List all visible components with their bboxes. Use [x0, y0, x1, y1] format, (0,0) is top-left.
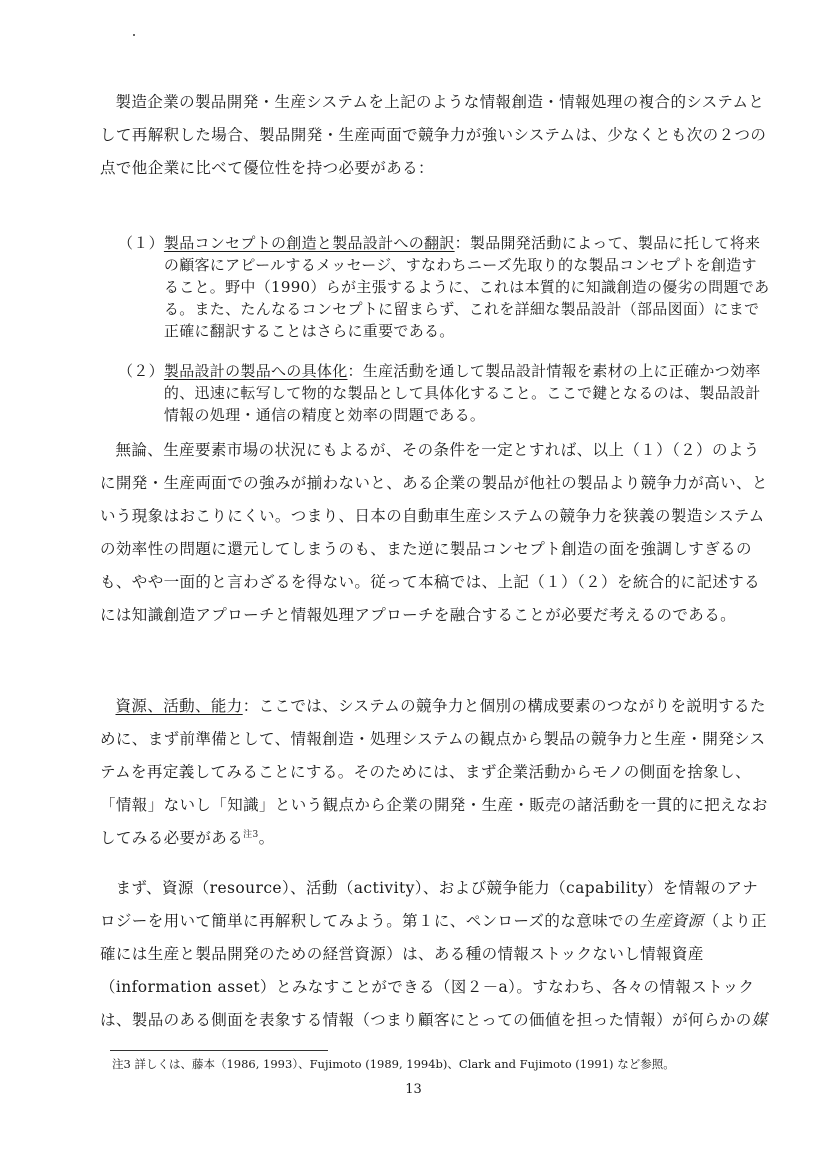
footnote-ref: 注3	[243, 829, 259, 840]
list-item-1	[118, 232, 770, 342]
footnote-rule	[110, 1050, 328, 1051]
scan-speck	[133, 34, 135, 36]
list-number: （１）	[118, 234, 164, 252]
numbered-list	[118, 232, 770, 426]
emphasis: 媒	[751, 1011, 768, 1029]
list-text: ：生産活動を通して製品設計情報を素材の上に正確かつ効率的、迅速に転写して物的な製品として具体化すること。ここで鍵となるのは、製品設計情報の処理・通信の精度と効率の問題である。	[163, 362, 761, 424]
footnote: 注3 詳しくは、藤本（1986, 1993）、Fujimoto (1989, 1994b)、Clark and Fujimoto (1991) など参照。	[112, 1057, 675, 1071]
section-heading: 資源、活動、能力	[115, 697, 243, 715]
list-item-2	[118, 360, 770, 426]
list-heading: 製品コンセプトの創造と製品設計への翻訳	[163, 234, 455, 252]
list-text: ：製品開発活動によって、製品に托して将来の顧客にアピールするメッセージ、すなわちニーズ先取り的な製品コンセプトを創造すること。野中（1990）らが主張するように、これは本質的に知識創造の優劣の問題である。また、たんなるコンセプトに留まらず、これを詳細な製品設計（部品図面）にまで正確に翻訳することはさらに重要である。	[163, 234, 770, 340]
paragraph-2: 無論、生産要素市場の状況にもよるが、その条件を一定とすれば、以上（１）（２）のように開発・生産両面での強みが揃わないと、ある企業の製品が他社の製品より競争力が高い、という現象はおこりにくい。つまり、日本の自動車生産システムの競争力を狭義の製造システムの効率性の問題に還元してしまうのも、また逆に製品コンセプト創造の面を強調しすぎるのも、やや一面的と言わざるを得ない。従って本稿では、上記（１）（２）を統合的に記述するには知識創造アプローチと情報処理アプローチを融合することが必要だ考えるのである。	[100, 441, 768, 624]
paragraph-1: 製造企業の製品開発・生産システムを上記のような情報創造・情報処理の複合的システムとして再解釈した場合、製品開発・生産両面で競争力が強いシステムは、少なくとも次の２つの点で他企業に比べて優位性を持つ必要がある：	[100, 93, 767, 177]
emphasis: 生産資源	[639, 912, 704, 930]
paragraph-4: まず、資源（resource）、活動（activity）、および競争能力（capability）を情報のアナロジーを用いて簡単に再解釈してみよう。第１に、ペンローズ的な意味での生産資源（より正確には生産と製品開発のための経営資源）は、ある種の情報ストックないし情報資産（information asset）とみなすことができる（図２－a）。すなわち、各々の情報ストックは、製品のある側面を表象する情報（つまり顧客にとっての価値を担った情報）が何らかの媒	[100, 879, 768, 1029]
paragraph-3: 資源、活動、能力：ここでは、システムの競争力と個別の構成要素のつながりを説明するために、まず前準備として、情報創造・処理システムの観点から製品の競争力と生産・開発システムを再定義してみることにする。そのためには、まず企業活動からモノの側面を捨象し、「情報」ないし「知識」という観点から企業の開発・生産・販売の諸活動を一貫的に把えなおしてみる必要がある$^{注3}$。	[100, 697, 768, 847]
page-number: 13	[405, 1082, 422, 1097]
list-heading: 製品設計の製品への具体化	[163, 362, 348, 380]
list-number: （２）	[118, 362, 164, 380]
